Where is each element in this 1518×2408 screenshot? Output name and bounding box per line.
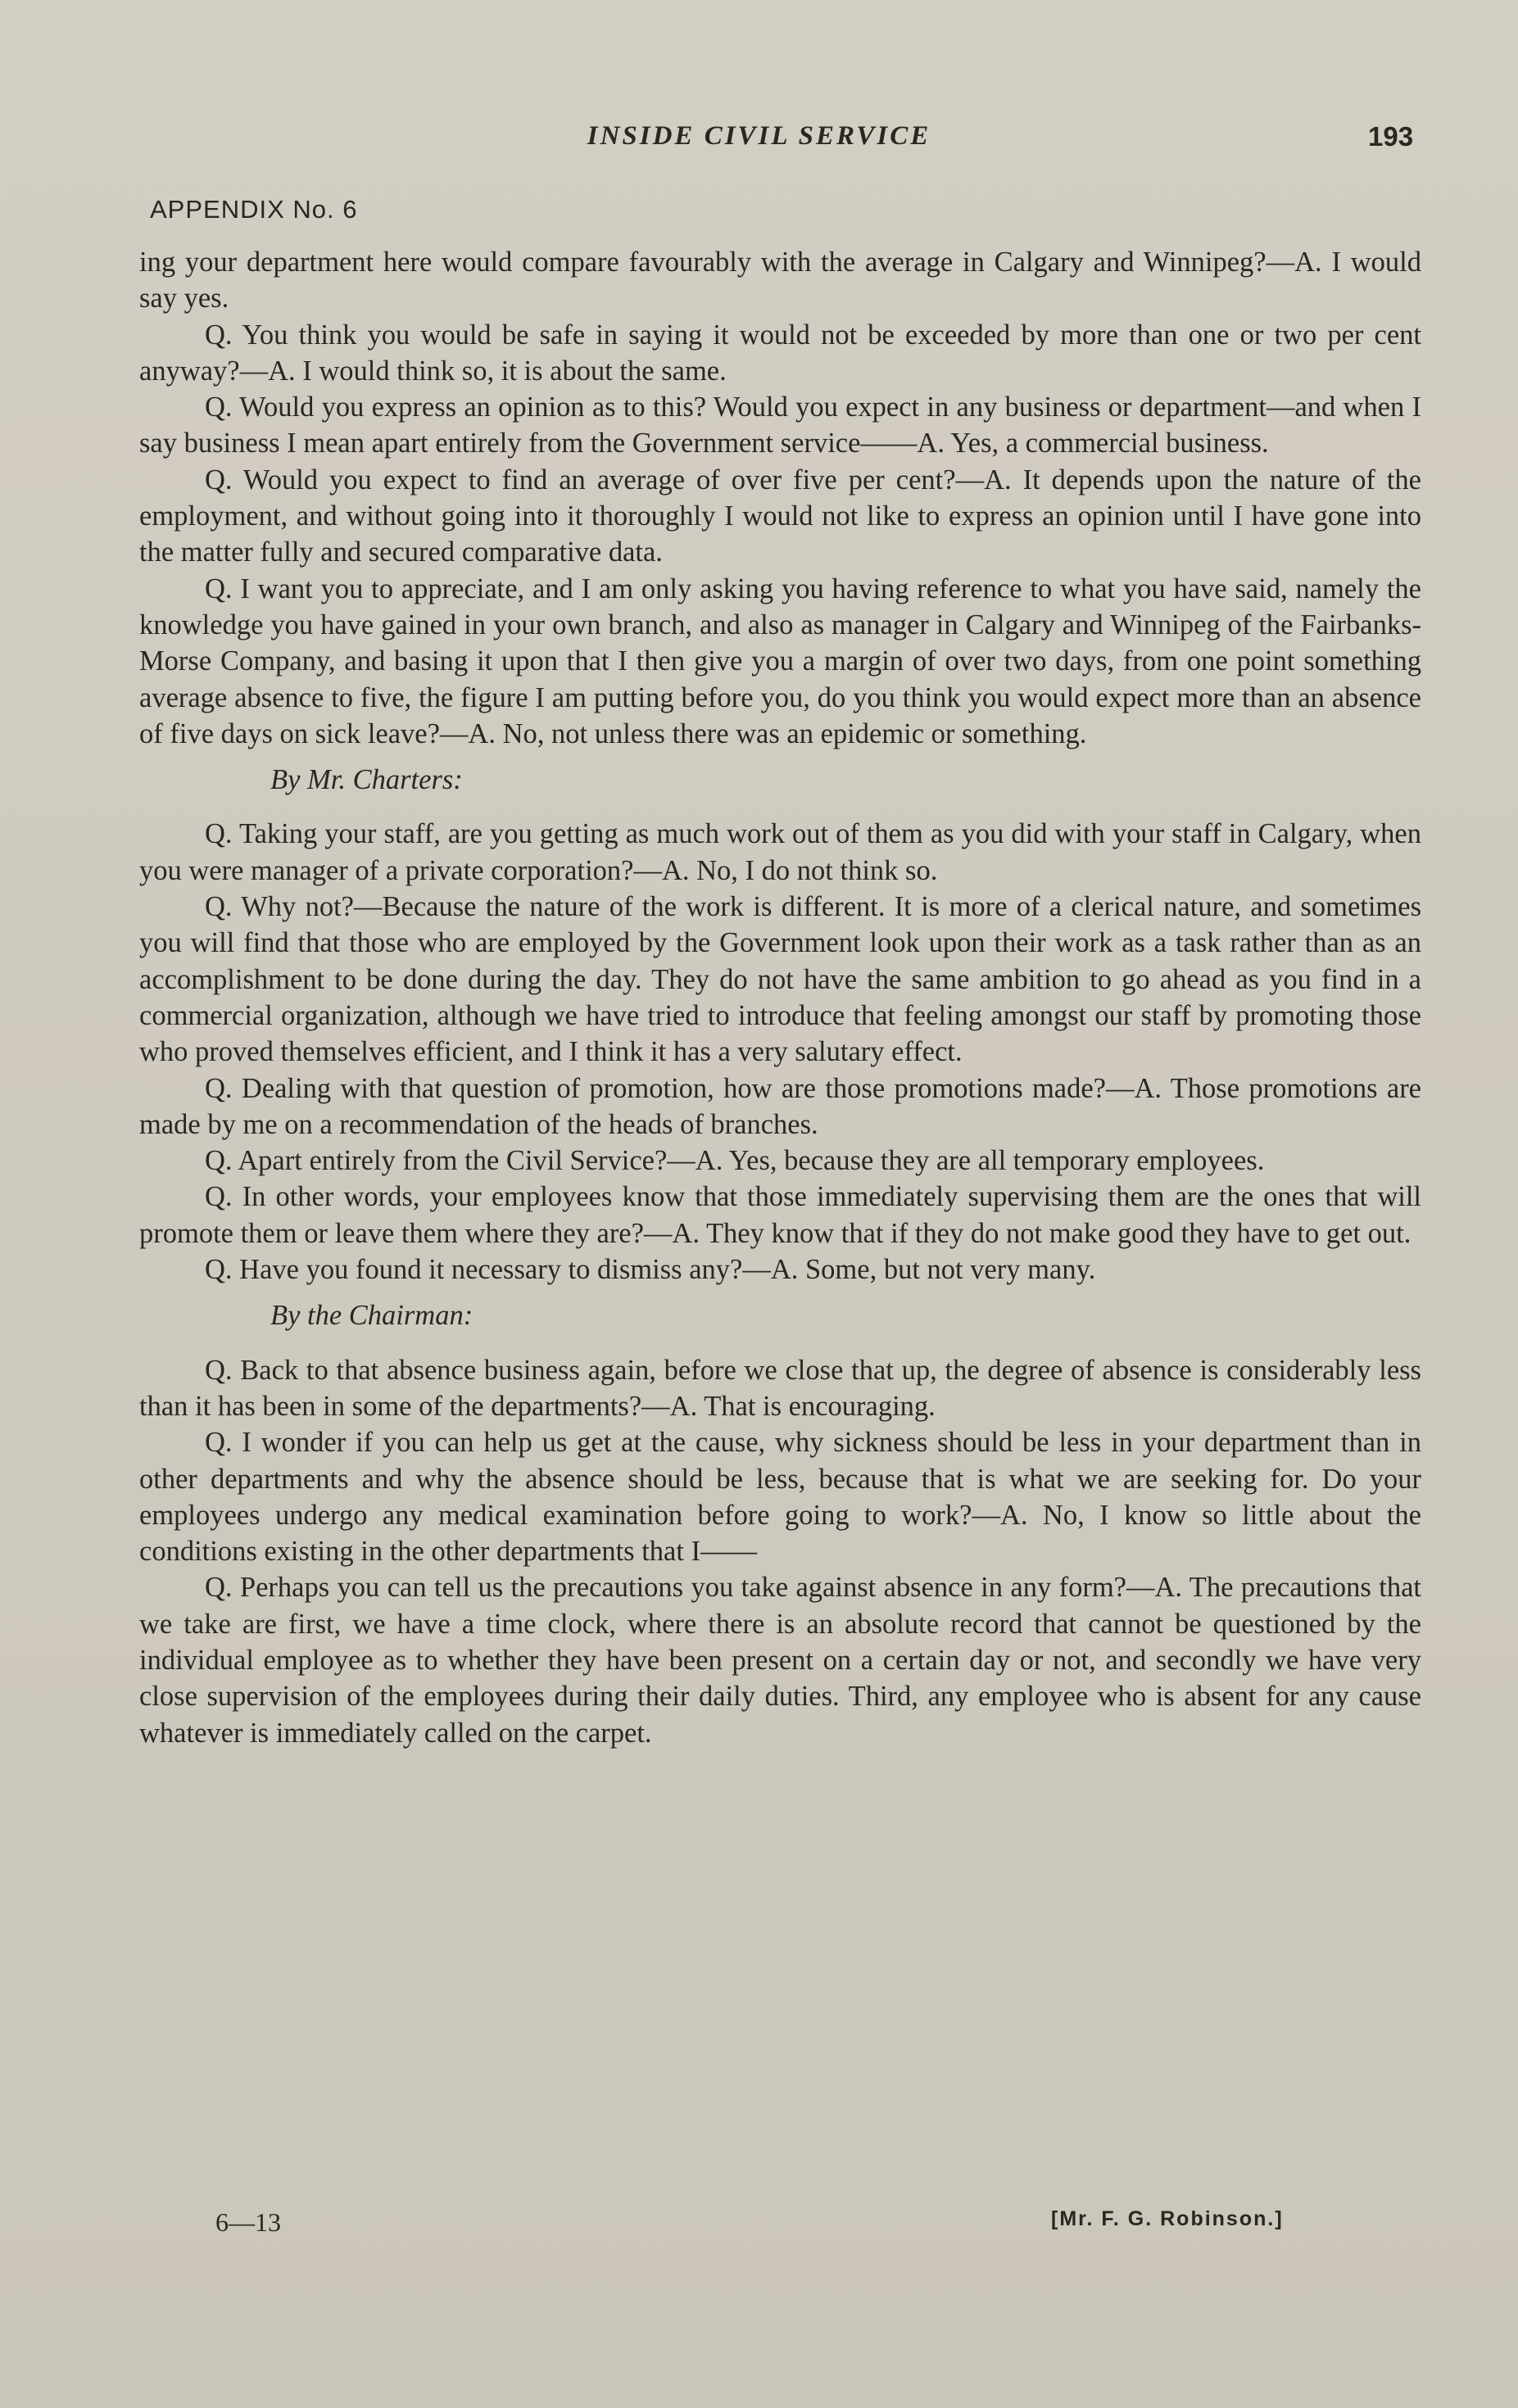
paragraph: Q. Back to that absence business again, before we close that up, the degree of absence is considerably less than it has been in some of the departments?—A. That is encouraging. bbox=[139, 1354, 1421, 1422]
paragraph: Q. I want you to appreciate, and I am only asking you having reference to what you have said, namely the knowledge you have gained in your own branch, and also as manager in Calgary and Winnipeg of the Fairbanks-Morse Company, and basing it upon that I then give you a margin of over two days, from one point something average absence to five, the figure I am putting before you, do you think you would expect more than an absence of five days on sick leave?—A. No, not unless there was an epidemic or something. bbox=[139, 573, 1421, 749]
paragraph: Q. Taking your staff, are you getting as much work out of them as you did with your staff in Calgary, when you were manager of a private corporation?—A. No, I do not think so. bbox=[139, 818, 1421, 886]
signature-mark: 6—13 bbox=[215, 2207, 281, 2237]
body-text bbox=[139, 244, 1421, 1751]
paragraph: Q. You think you would be safe in saying it would not be exceeded by more than one or two per cent anyway?—A. I would think so, it is about the same. bbox=[139, 319, 1421, 387]
paragraph: Q. Why not?—Because the nature of the work is different. It is more of a clerical nature, and sometimes you will find that those who are employed by the Government look upon their work as a task rather than as an accomplishment to be done during the day. They do not have the same ambition to go ahead as you find in a commercial organization, although we have tried to introduce that feeling amongst our staff by promoting those who proved themselves efficient, and I think it has a very salutary effect. bbox=[139, 891, 1421, 1068]
speaker-heading: By the Chairman: bbox=[270, 1300, 474, 1332]
running-title: INSIDE CIVIL SERVICE bbox=[587, 121, 931, 151]
paragraph: Q. Perhaps you can tell us the precautions you take against absence in any form?—A. The precautions that we take are first, we have a time clock, where there is an absolute record that cannot be questioned by the individual employee as to whether they have been present on a certain day or not, and secondly we have very close supervision of the employees during their daily duties. Third, any employee who is absent for any cause whatever is immediately called on the carpet. bbox=[139, 1572, 1421, 1749]
paragraph: Q. Would you express an opinion as to this? Would you expect in any business or department—and when I say business I mean apart entirely from the Government service——A. Yes, a commercial business. bbox=[139, 392, 1421, 459]
page-number: 193 bbox=[1368, 121, 1414, 152]
paragraph: Q. In other words, your employees know that those immediately supervising them are the ones that will promote them or leave them where they are?—A. They know that if they do not make good they have to get out. bbox=[139, 1181, 1421, 1249]
paragraph: Q. Would you expect to find an average of over five per cent?—A. It depends upon the nature of the employment, and without going into it thoroughly I would not like to express an opinion until I have gone into the matter fully and secured comparative data. bbox=[139, 464, 1421, 568]
paragraph: Q. Dealing with that question of promotion, how are those promotions made?—A. Those promotions are made by me on a recommendation of the heads of branches. bbox=[139, 1072, 1421, 1140]
paragraph: Q. I wonder if you can help us get at the cause, why sickness should be less in your department than in other departments and why the absence should be less, because that is what we are seeking for. Do your employees undergo any medical examination before going to work?—A. No, I know so little about the conditions existing in the other departments that I—— bbox=[139, 1427, 1421, 1568]
paragraph: Q. Have you found it necessary to dismiss any?—A. Some, but not very many. bbox=[205, 1254, 1096, 1286]
witness-name: [Mr. F. G. Robinson.] bbox=[1051, 2207, 1284, 2230]
speaker-heading: By Mr. Charters: bbox=[270, 764, 463, 796]
appendix-label: APPENDIX No. 6 bbox=[150, 195, 358, 224]
paragraph: ing your department here would compare favourably with the average in Calgary and Winnipeg?—A. I would say yes. bbox=[139, 247, 1421, 315]
paragraph: Q. Apart entirely from the Civil Service?—A. Yes, because they are all temporary employees. bbox=[205, 1145, 1265, 1177]
